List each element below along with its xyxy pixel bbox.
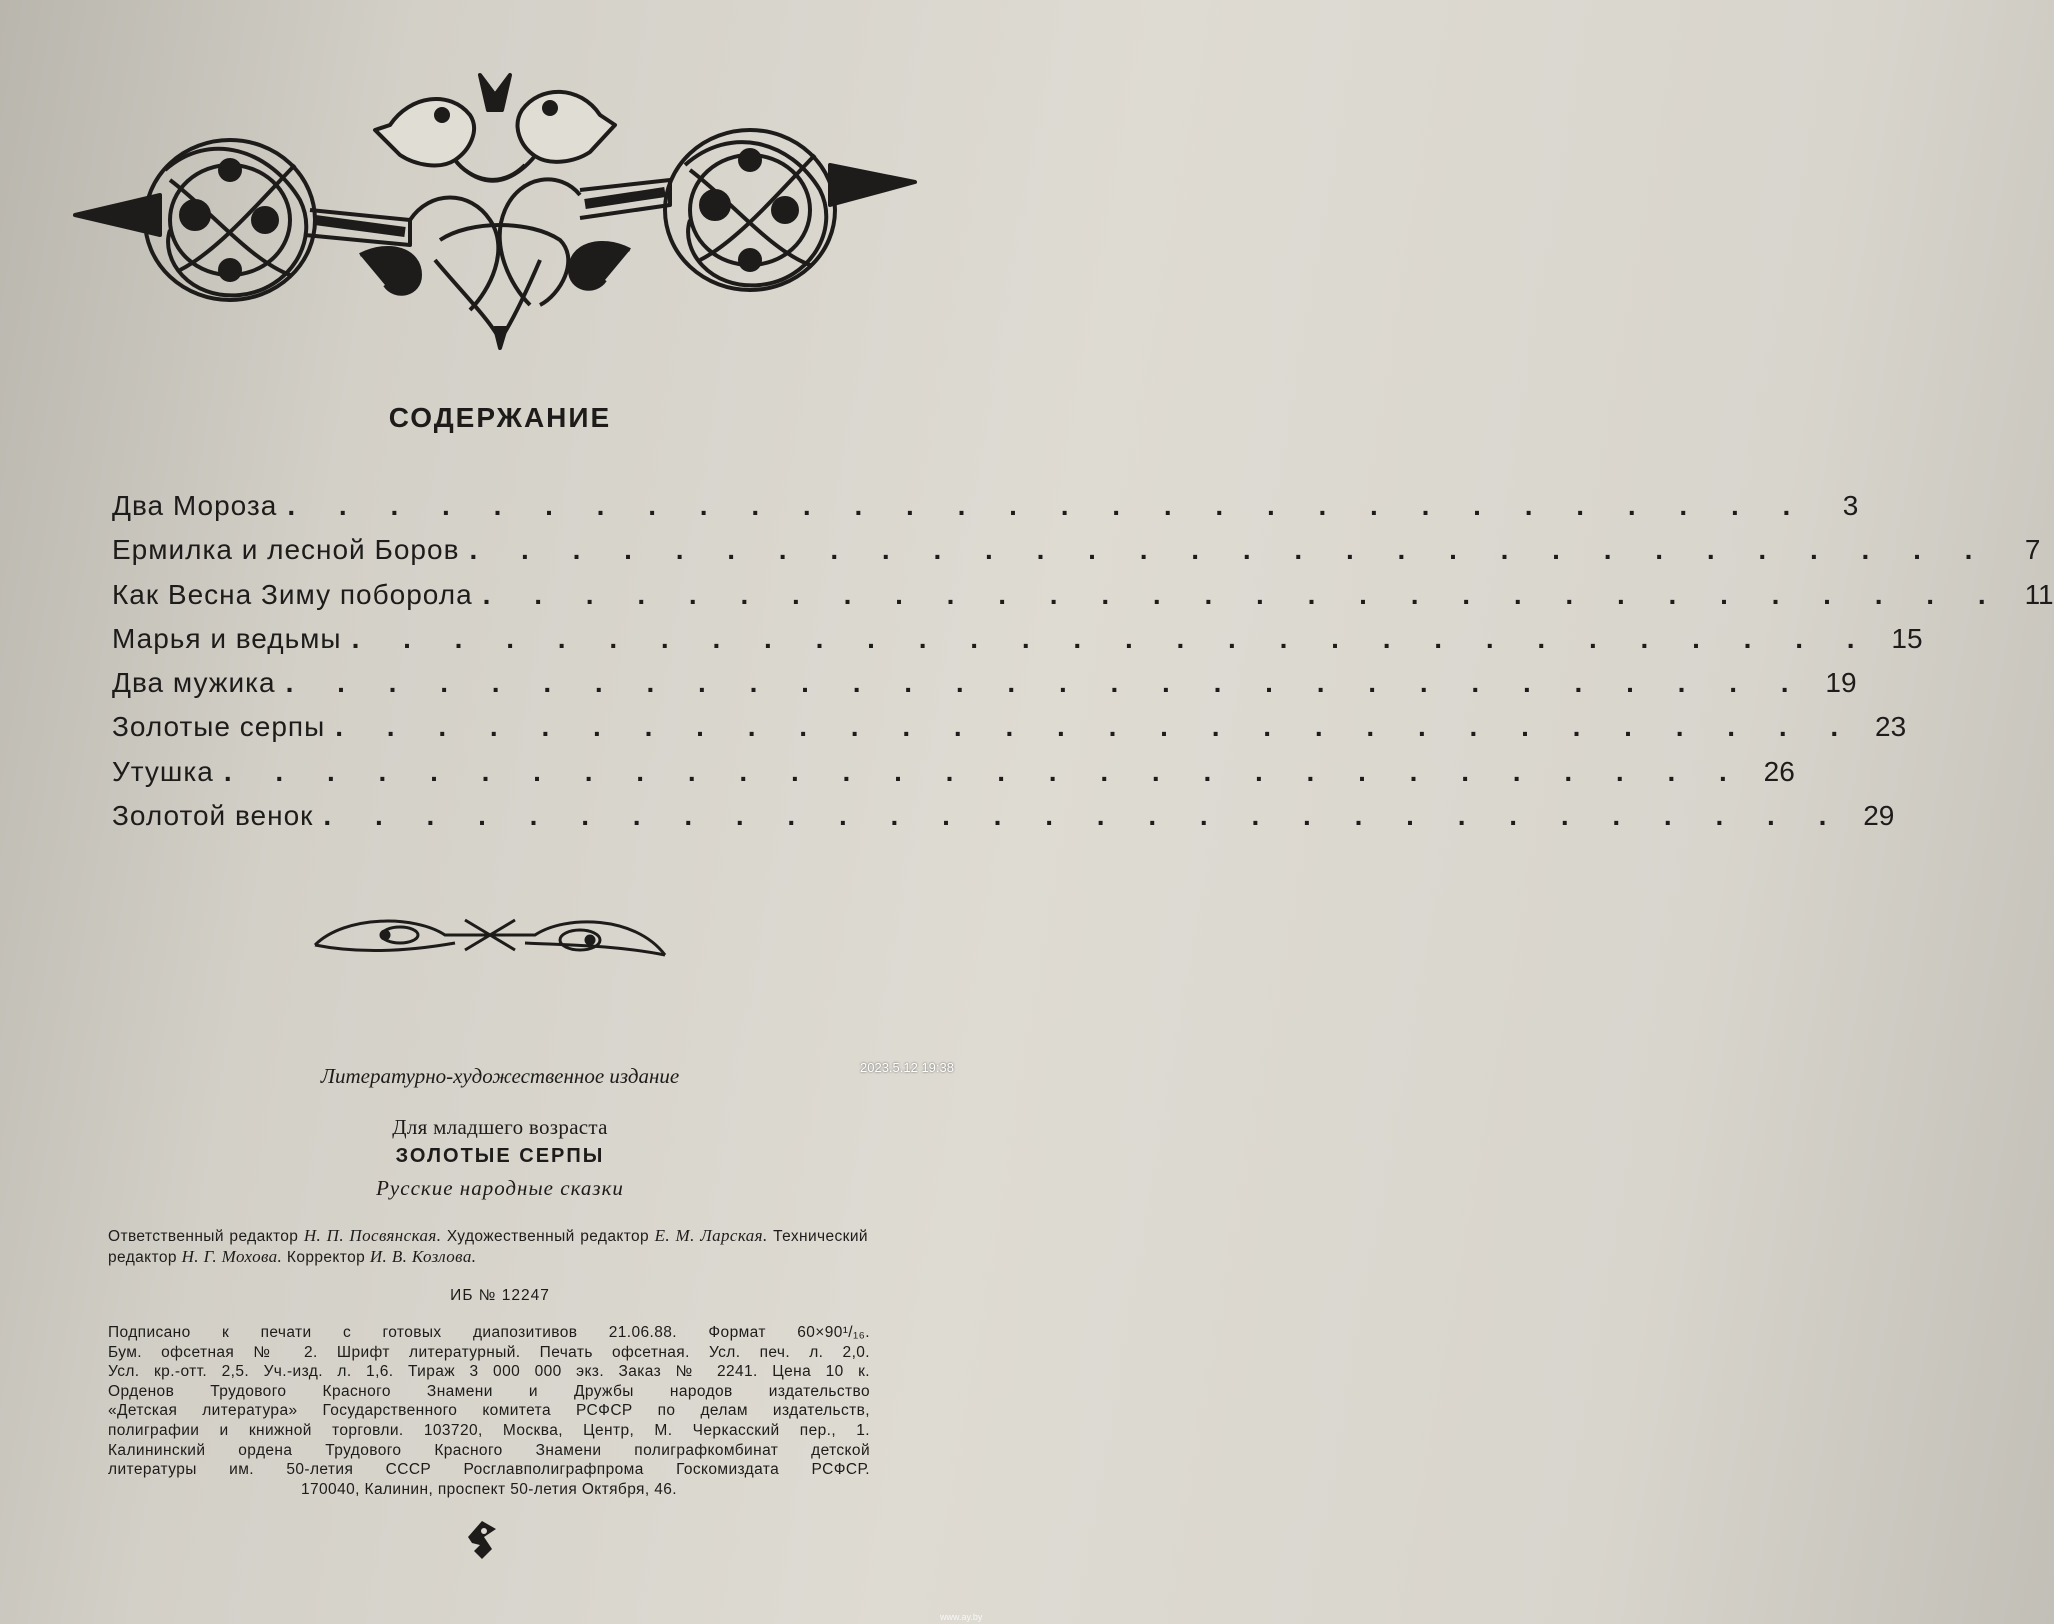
art-editor-name: Е. М. Ларская. <box>654 1226 768 1245</box>
toc-entry <box>112 755 1795 800</box>
publisher-logo-icon <box>462 1515 502 1563</box>
imprint-block <box>108 1323 870 1499</box>
proofreader-label: Корректор <box>286 1249 366 1266</box>
toc-entry-page: 11 <box>2024 578 2054 610</box>
toc-dot-leader: . . . . . . . . . . . . . . . . . . . . . . . . . . . . . . <box>287 490 1809 521</box>
imprint-line: Подписано к печати с готовых диапозитивов 21.06.88. Формат 60×90¹/₁₆. <box>108 1324 870 1341</box>
table-of-contents <box>112 490 2054 844</box>
toc-dot-leader: . . . . . . . . . . . . . . . . . . . . . . . . . . . . . . <box>351 622 1873 654</box>
toc-entry-page: 29 <box>1863 800 1895 832</box>
toc-entry-title: Как Весна Зиму поборола <box>112 578 473 610</box>
photo-timestamp: 2023.5.12 19:38 <box>860 1060 954 1075</box>
toc-entry <box>112 800 1895 844</box>
toc-dot-leader: . . . . . . . . . . . . . . . . . . . . . . . . . . . . . . <box>223 755 1745 787</box>
book-title: ЗОЛОТЫЕ СЕРПЫ <box>395 1145 605 1167</box>
site-watermark: www.ay.by <box>940 1612 983 1622</box>
toc-entry-title: Два мужика <box>112 667 276 699</box>
toc-entry-title: Ермилка и лесной Боров <box>112 534 460 566</box>
toc-entry-page: 26 <box>1763 755 1795 787</box>
book-subtitle: Русские народные сказки <box>376 1176 624 1200</box>
toc-dot-leader: . . . . . . . . . . . . . . . . . . . . . . . . . . . . . . <box>335 711 1857 743</box>
toc-dot-leader: . . . . . . . . . . . . . . . . . . . . . . . . . . . . . . <box>469 534 1991 566</box>
contents-heading: СОДЕРЖАНИЕ <box>388 402 612 433</box>
age-group: Для младшего возраста <box>392 1115 608 1139</box>
toc-entry-page: 23 <box>1875 711 1907 743</box>
imprint-line: Калининский ордена Трудового Красного Знамени полиграфкомбинат детской <box>108 1441 870 1459</box>
toc-dot-leader: . . . . . . . . . . . . . . . . . . . . . . . . . . . . . . <box>285 667 1807 699</box>
toc-entry-page: 3 <box>1842 490 1859 521</box>
tech-editor-label: Технический редактор <box>108 1228 868 1266</box>
imprint-line: полиграфии и книжной торговли. 103720, Москва, Центр, М. Черкасский пер., 1. <box>108 1421 870 1439</box>
toc-entry <box>112 578 2054 623</box>
knotwork-ornament <box>70 70 920 350</box>
tech-editor-name: Н. Г. Мохова. <box>181 1247 283 1266</box>
toc-entry-title: Золотые серпы <box>112 711 326 743</box>
imprint-line: Усл. кр.-отт. 2,5. Уч.-изд. л. 1,6. Тираж 3 000 000 экз. Заказ № 2241. Цена 10 к. <box>108 1363 870 1381</box>
toc-dot-leader: . . . . . . . . . . . . . . . . . . . . . . . . . . . . . . <box>323 800 1845 832</box>
editorial-credits <box>108 1226 868 1268</box>
imprint-line: литературы им. 50-летия СССР Росглавполиграфпрома Госкомиздата РСФСР. <box>108 1461 870 1479</box>
toc-entry-title: Два Мороза <box>112 490 278 521</box>
imprint-line: Орденов Трудового Красного Знамени и Дружбы народов издательство <box>108 1382 870 1400</box>
toc-entry <box>112 711 1907 755</box>
toc-entry <box>112 667 1857 711</box>
ib-number: ИБ № 12247 <box>450 1287 550 1304</box>
toc-entry-page: 7 <box>2024 534 2041 566</box>
responsible-editor-name: Н. П. Посвянская. <box>303 1226 442 1245</box>
toc-entry-title: Марья и ведьмы <box>112 622 342 654</box>
toc-entry-page: 15 <box>1891 622 1923 654</box>
toc-entry-page: 19 <box>1825 667 1857 699</box>
toc-entry <box>112 622 1923 667</box>
imprint-line: «Детская литература» Государственного комитета РСФСР по делам издательств, <box>108 1402 870 1420</box>
imprint-line: 170040, Калинин, проспект 50-летия Октября, 46. <box>300 1480 678 1498</box>
toc-entry <box>112 490 1859 534</box>
edition-type: Литературно-художественное издание <box>320 1064 680 1088</box>
art-editor-label: Художественный редактор <box>446 1228 650 1245</box>
decorative-divider <box>305 905 675 975</box>
toc-entry <box>112 534 2041 578</box>
toc-dot-leader: . . . . . . . . . . . . . . . . . . . . . . . . . . . . . . <box>482 578 2004 610</box>
proofreader-name: И. В. Козлова. <box>369 1247 477 1266</box>
toc-entry-title: Золотой венок <box>112 800 314 832</box>
imprint-line: Бум. офсетная № 2. Шрифт литературный. Печать офсетная. Усл. печ. л. 2,0. <box>108 1343 870 1361</box>
toc-entry-title: Утушка <box>112 755 214 787</box>
responsible-editor-label: Ответственный редактор <box>108 1228 299 1245</box>
